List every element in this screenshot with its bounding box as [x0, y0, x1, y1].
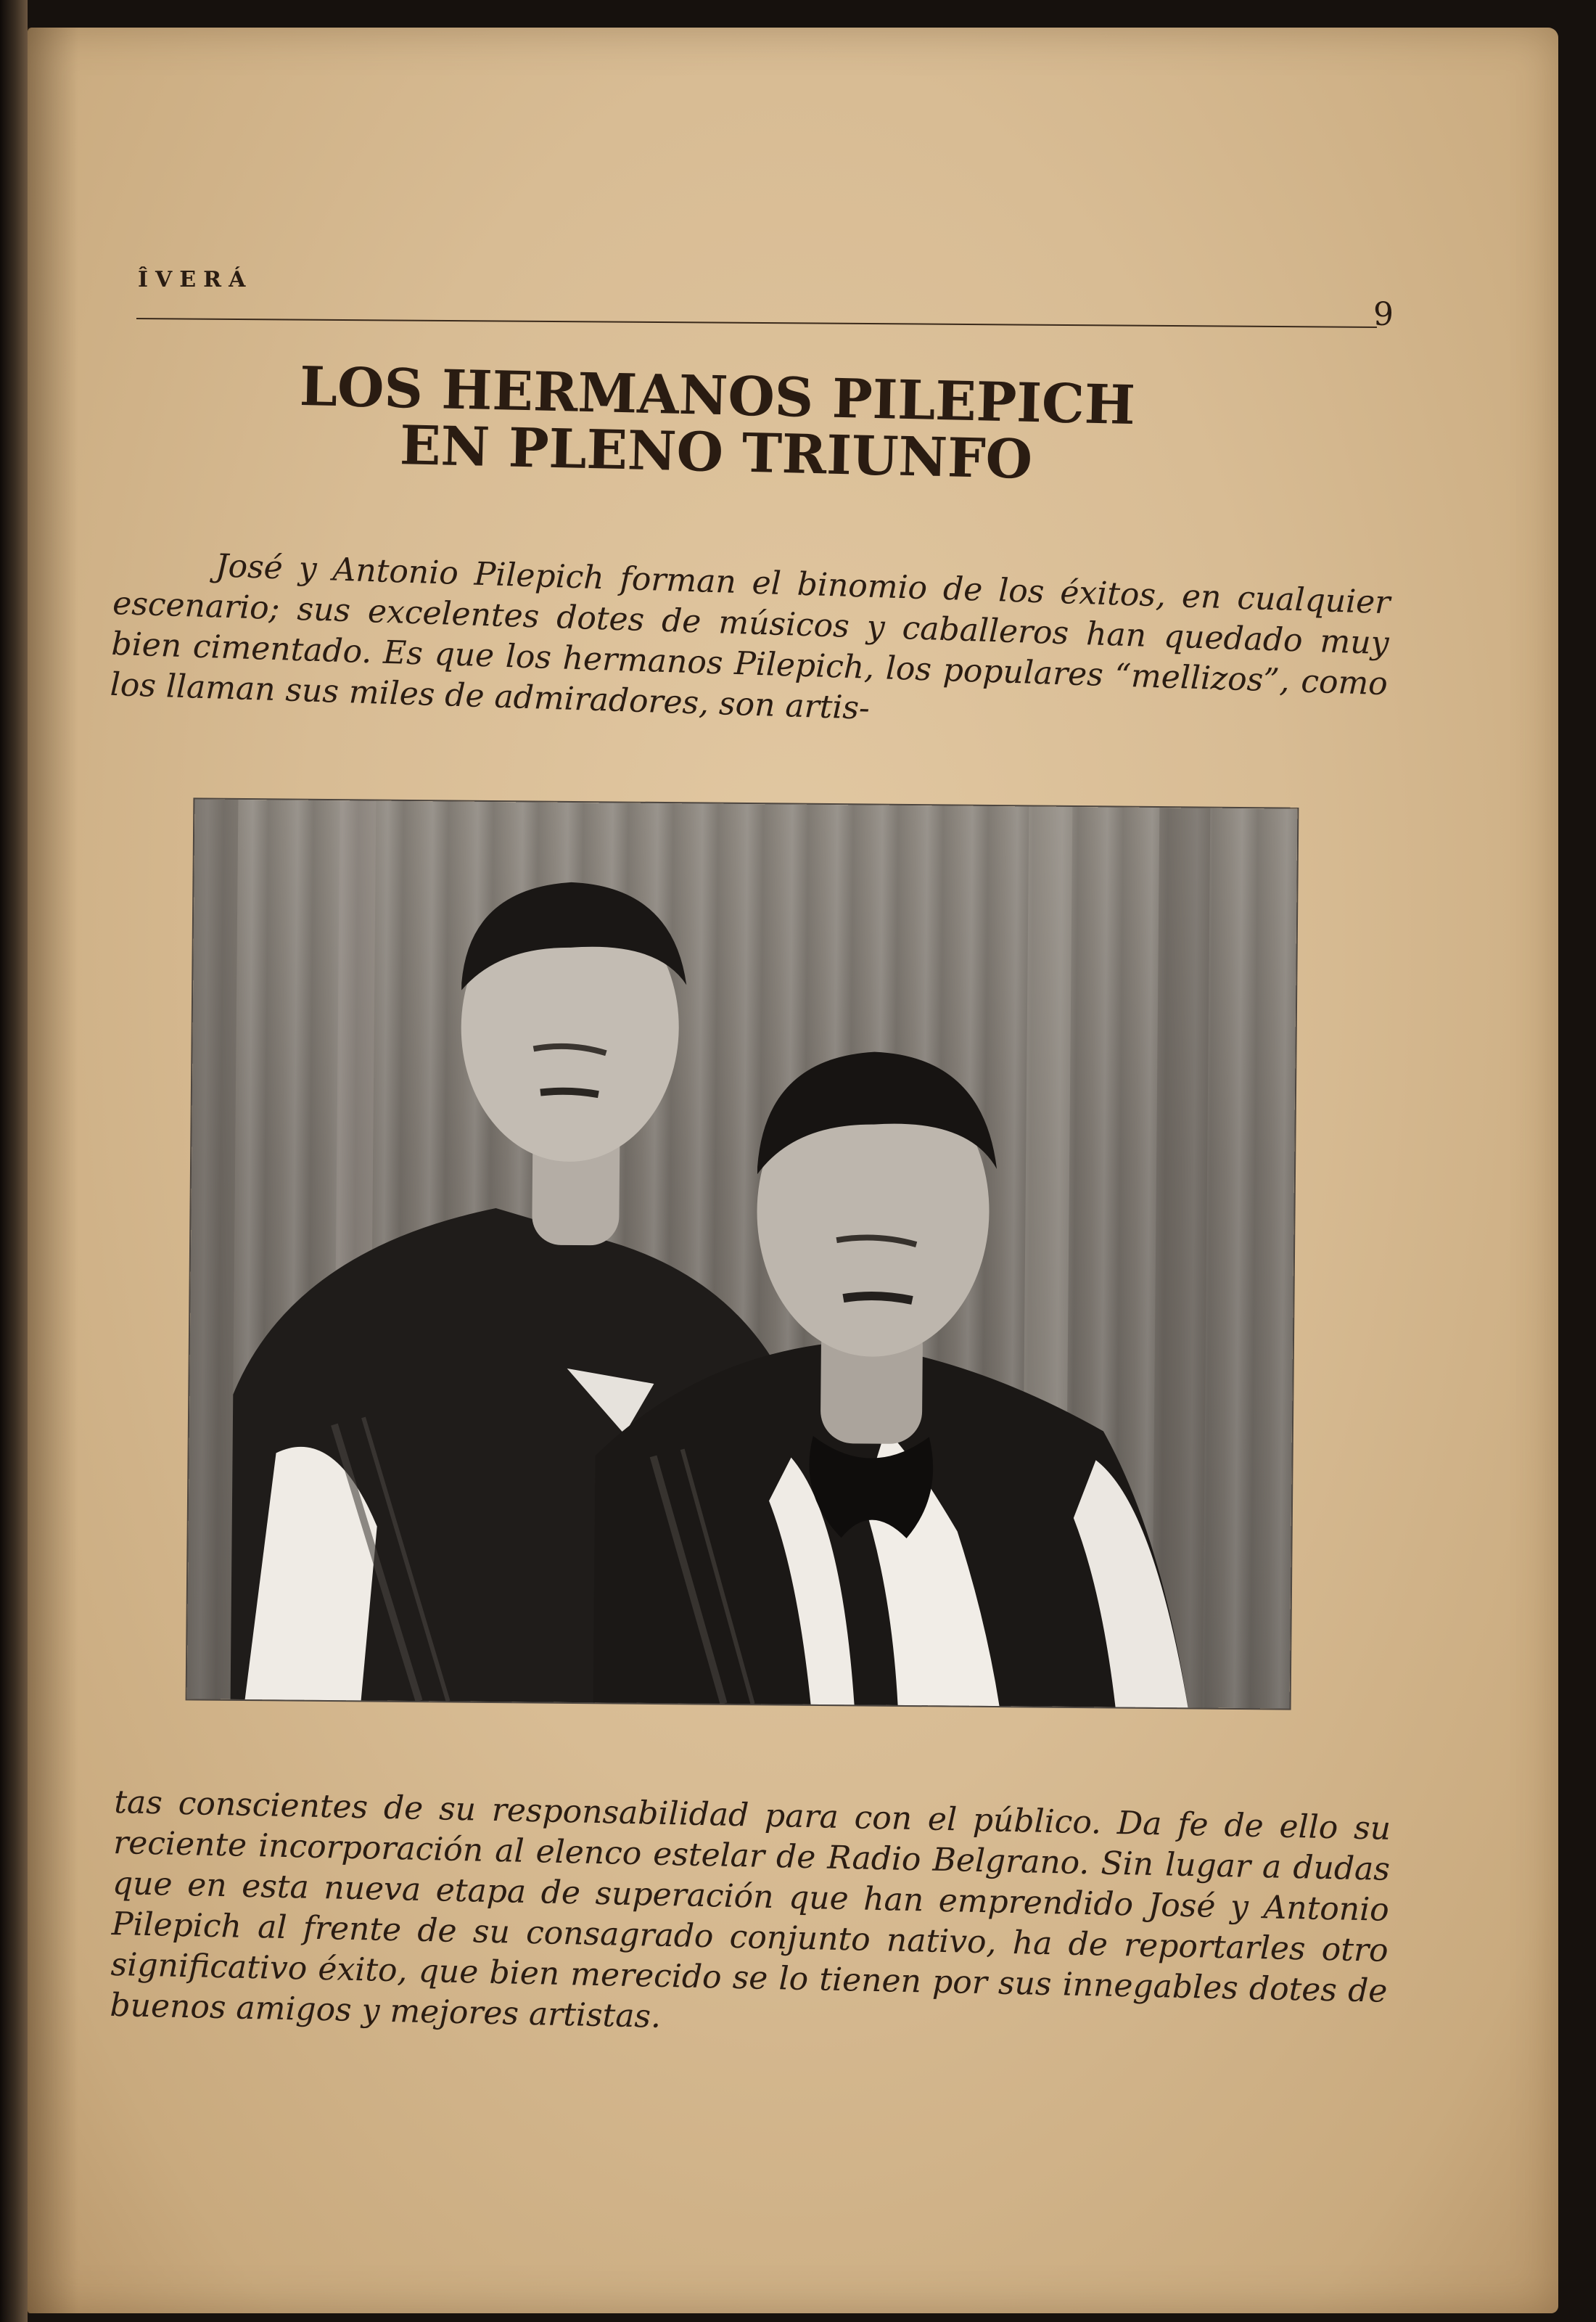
magazine-page [28, 28, 1558, 2313]
article-title [207, 357, 1225, 493]
page-number: 9 [1373, 296, 1394, 333]
lead-paragraph: José y Antonio Pilepich forman el binomio de los éxitos, en cualquier escenario; sus excelentes dotes de músicos y caballeros han quedado muy bien cimentado. Es que los hermanos Pilepich, los populares “mellizos”, como los llaman sus miles de admiradores, son artis- [110, 547, 1391, 727]
closing-paragraph: tas conscientes de su responsabilidad para con el público. Da fe de ello su reciente incorporación al elenco estelar de Radio Belgrano. Sin lugar a dudas que en esta nueva etapa de superación que han emprendido José y Antonio Pilepich al frente de su consagrado conjunto nativo, ha de reportarles otro significativo éxito, que bien merecido se lo tienen por sus innegables dotes de buenos amigos y mejores artistas. [110, 1783, 1391, 2035]
article-title-line-1: LOS HERMANOS PILEPICH [299, 355, 1136, 438]
binding-edge [0, 0, 28, 2322]
header-rule [136, 318, 1377, 328]
running-head: ÎVERÁ [138, 267, 253, 292]
portrait-illustration [187, 799, 1298, 1708]
portrait-photo [187, 799, 1298, 1708]
article-title-line-2: EN PLENO TRIUNFO [399, 414, 1034, 491]
